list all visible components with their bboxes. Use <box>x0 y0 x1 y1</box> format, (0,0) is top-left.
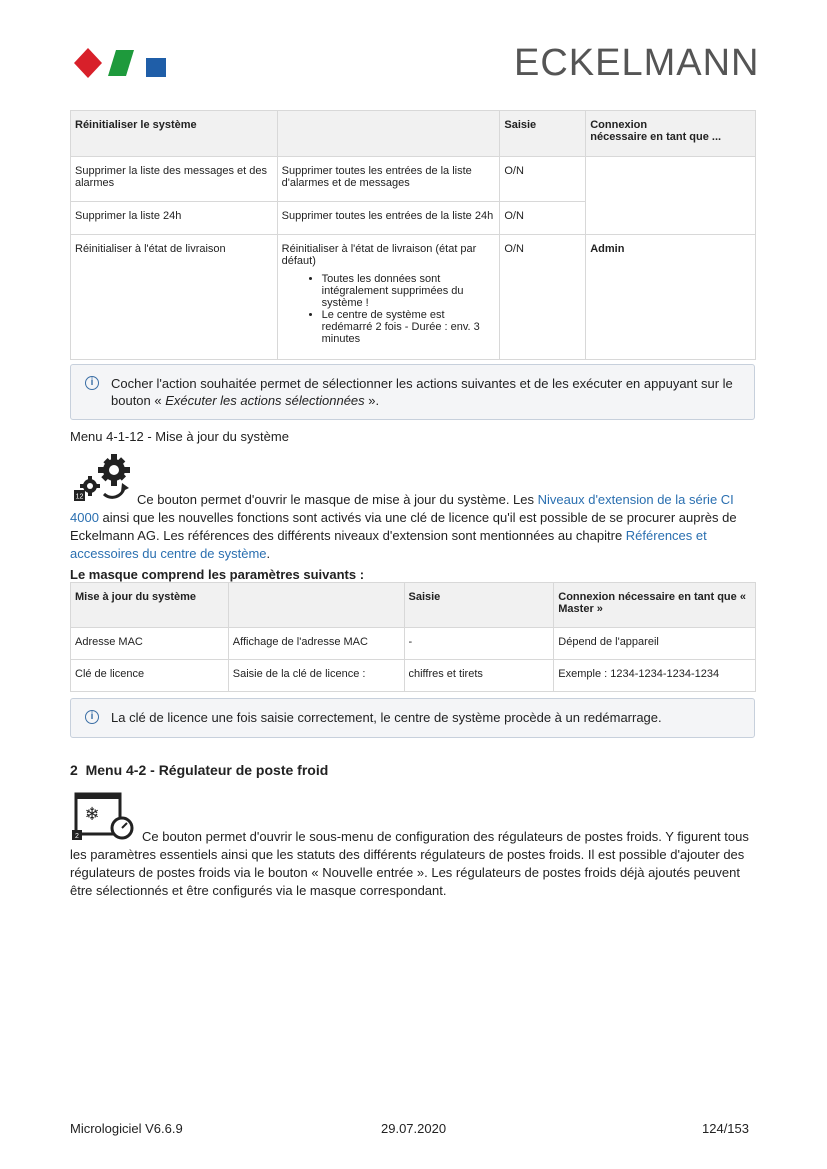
reset-bullet-list <box>282 273 496 345</box>
update-paragraph <box>70 491 756 563</box>
table-cell: O/N <box>500 202 586 235</box>
system-update-table <box>70 582 756 692</box>
table-cell <box>586 157 756 235</box>
table-header: Saisie <box>500 111 586 157</box>
info-icon: i <box>85 376 99 390</box>
table-cell: Dépend de l'appareil <box>554 628 756 660</box>
table-header: Mise à jour du système <box>71 583 229 628</box>
table-cell: Exemple : 1234-1234-1234-1234 <box>554 660 756 692</box>
table-cell: Adresse MAC <box>71 628 229 660</box>
footer-version: Micrologiciel V6.6.9 <box>70 1121 183 1136</box>
info-text: La clé de licence une fois saisie correctement, le centre de système procède à un redémarrage. <box>111 710 662 725</box>
info-box <box>70 698 755 738</box>
info-icon: i <box>85 710 99 724</box>
reset-description: Réinitialiser à l'état de livraison (état par défaut) <box>281 243 477 267</box>
paragraph-text: ainsi que les nouvelles fonctions sont activés via une clé de licence qu'il est possible de se procurer auprès de Eckelmann AG. Les références des différents niveaux d'extension sont mentionnées au chapitre <box>70 510 737 543</box>
table-cell: Affichage de l'adresse MAC <box>228 628 404 660</box>
info-text: Cocher l'action souhaitée permet de sélectionner les actions suivantes et de les exécuter en appuyant sur le bouton « <box>111 376 733 408</box>
info-emphasis: Exécuter les actions sélectionnées <box>165 393 365 408</box>
table-cell: Supprimer la liste 24h <box>71 202 278 235</box>
table-cell <box>277 235 500 360</box>
table-header: Connexion nécessaire en tant que « Master » <box>554 583 756 628</box>
table-header <box>228 583 404 628</box>
table-header: Connexion nécessaire en tant que ... <box>586 111 756 157</box>
footer-page-number: 124/153 <box>702 1121 749 1136</box>
list-item: • Toutes les données sont intégralement supprimées du système ! <box>322 273 496 309</box>
svg-text:❄: ❄ <box>84 804 100 825</box>
paragraph-text: . <box>266 546 271 561</box>
update-icon-badge: 12 <box>75 493 84 501</box>
section-title: Menu 4-2 - Régulateur de poste froid <box>85 762 329 778</box>
eckelmann-logo-icon <box>74 46 170 80</box>
section-heading <box>70 762 328 778</box>
references-link[interactable]: Références et accessoires du centre de système <box>70 528 707 561</box>
info-box <box>70 364 755 420</box>
table-cell: Réinitialiser à l'état de livraison <box>71 235 278 360</box>
cold-station-paragraph: Ce bouton permet d'ouvrir le sous-menu de configuration des régulateurs de postes froids. Y figurent tous les paramètres essentiels ainsi que les statuts des différents régulateurs de postes froids. Il est possible d'ajouter des régulateurs de postes froids via le bouton « Nouvelle entrée ». Les régulateurs de postes froids déjà ajoutés peuvent être sélectionnés et être configurés via le masque correspondant. <box>70 829 749 898</box>
section-number: 2 <box>70 762 78 778</box>
cold-icon-badge: 2 <box>75 833 79 840</box>
table-cell: - <box>404 628 554 660</box>
reset-system-table <box>70 110 756 360</box>
table-cell: Clé de licence <box>71 660 229 692</box>
table-cell: Supprimer toutes les entrées de la liste 24h <box>277 202 500 235</box>
table-cell: O/N <box>500 157 586 202</box>
table-cell: Supprimer toutes les entrées de la liste d'alarmes et de messages <box>277 157 500 202</box>
table-cell: Saisie de la clé de licence : <box>228 660 404 692</box>
table-header: Réinitialiser le système <box>71 111 278 157</box>
footer-date: 29.07.2020 <box>381 1121 447 1136</box>
table-cell: Admin <box>586 235 756 360</box>
table-cell: O/N <box>500 235 586 360</box>
table-cell: chiffres et tirets <box>404 660 554 692</box>
paragraph-text: Ce bouton permet d'ouvrir le masque de mise à jour du système. Les <box>137 492 538 507</box>
table-header: Saisie <box>404 583 554 628</box>
brand-wordmark: ECKELMANN <box>514 42 760 84</box>
info-text: ». <box>364 393 380 408</box>
list-item: • Le centre de système est redémarré 2 fois - Durée : env. 3 minutes <box>322 309 496 345</box>
menu-caption: Menu 4-1-12 - Mise à jour du système <box>70 429 289 444</box>
table-cell: Supprimer la liste des messages et des alarmes <box>71 157 278 202</box>
mask-heading: Le masque comprend les paramètres suivants : <box>70 567 365 582</box>
table-header <box>277 111 500 157</box>
extension-levels-link[interactable]: Niveaux d'extension de la série CI 4000 <box>70 492 734 525</box>
